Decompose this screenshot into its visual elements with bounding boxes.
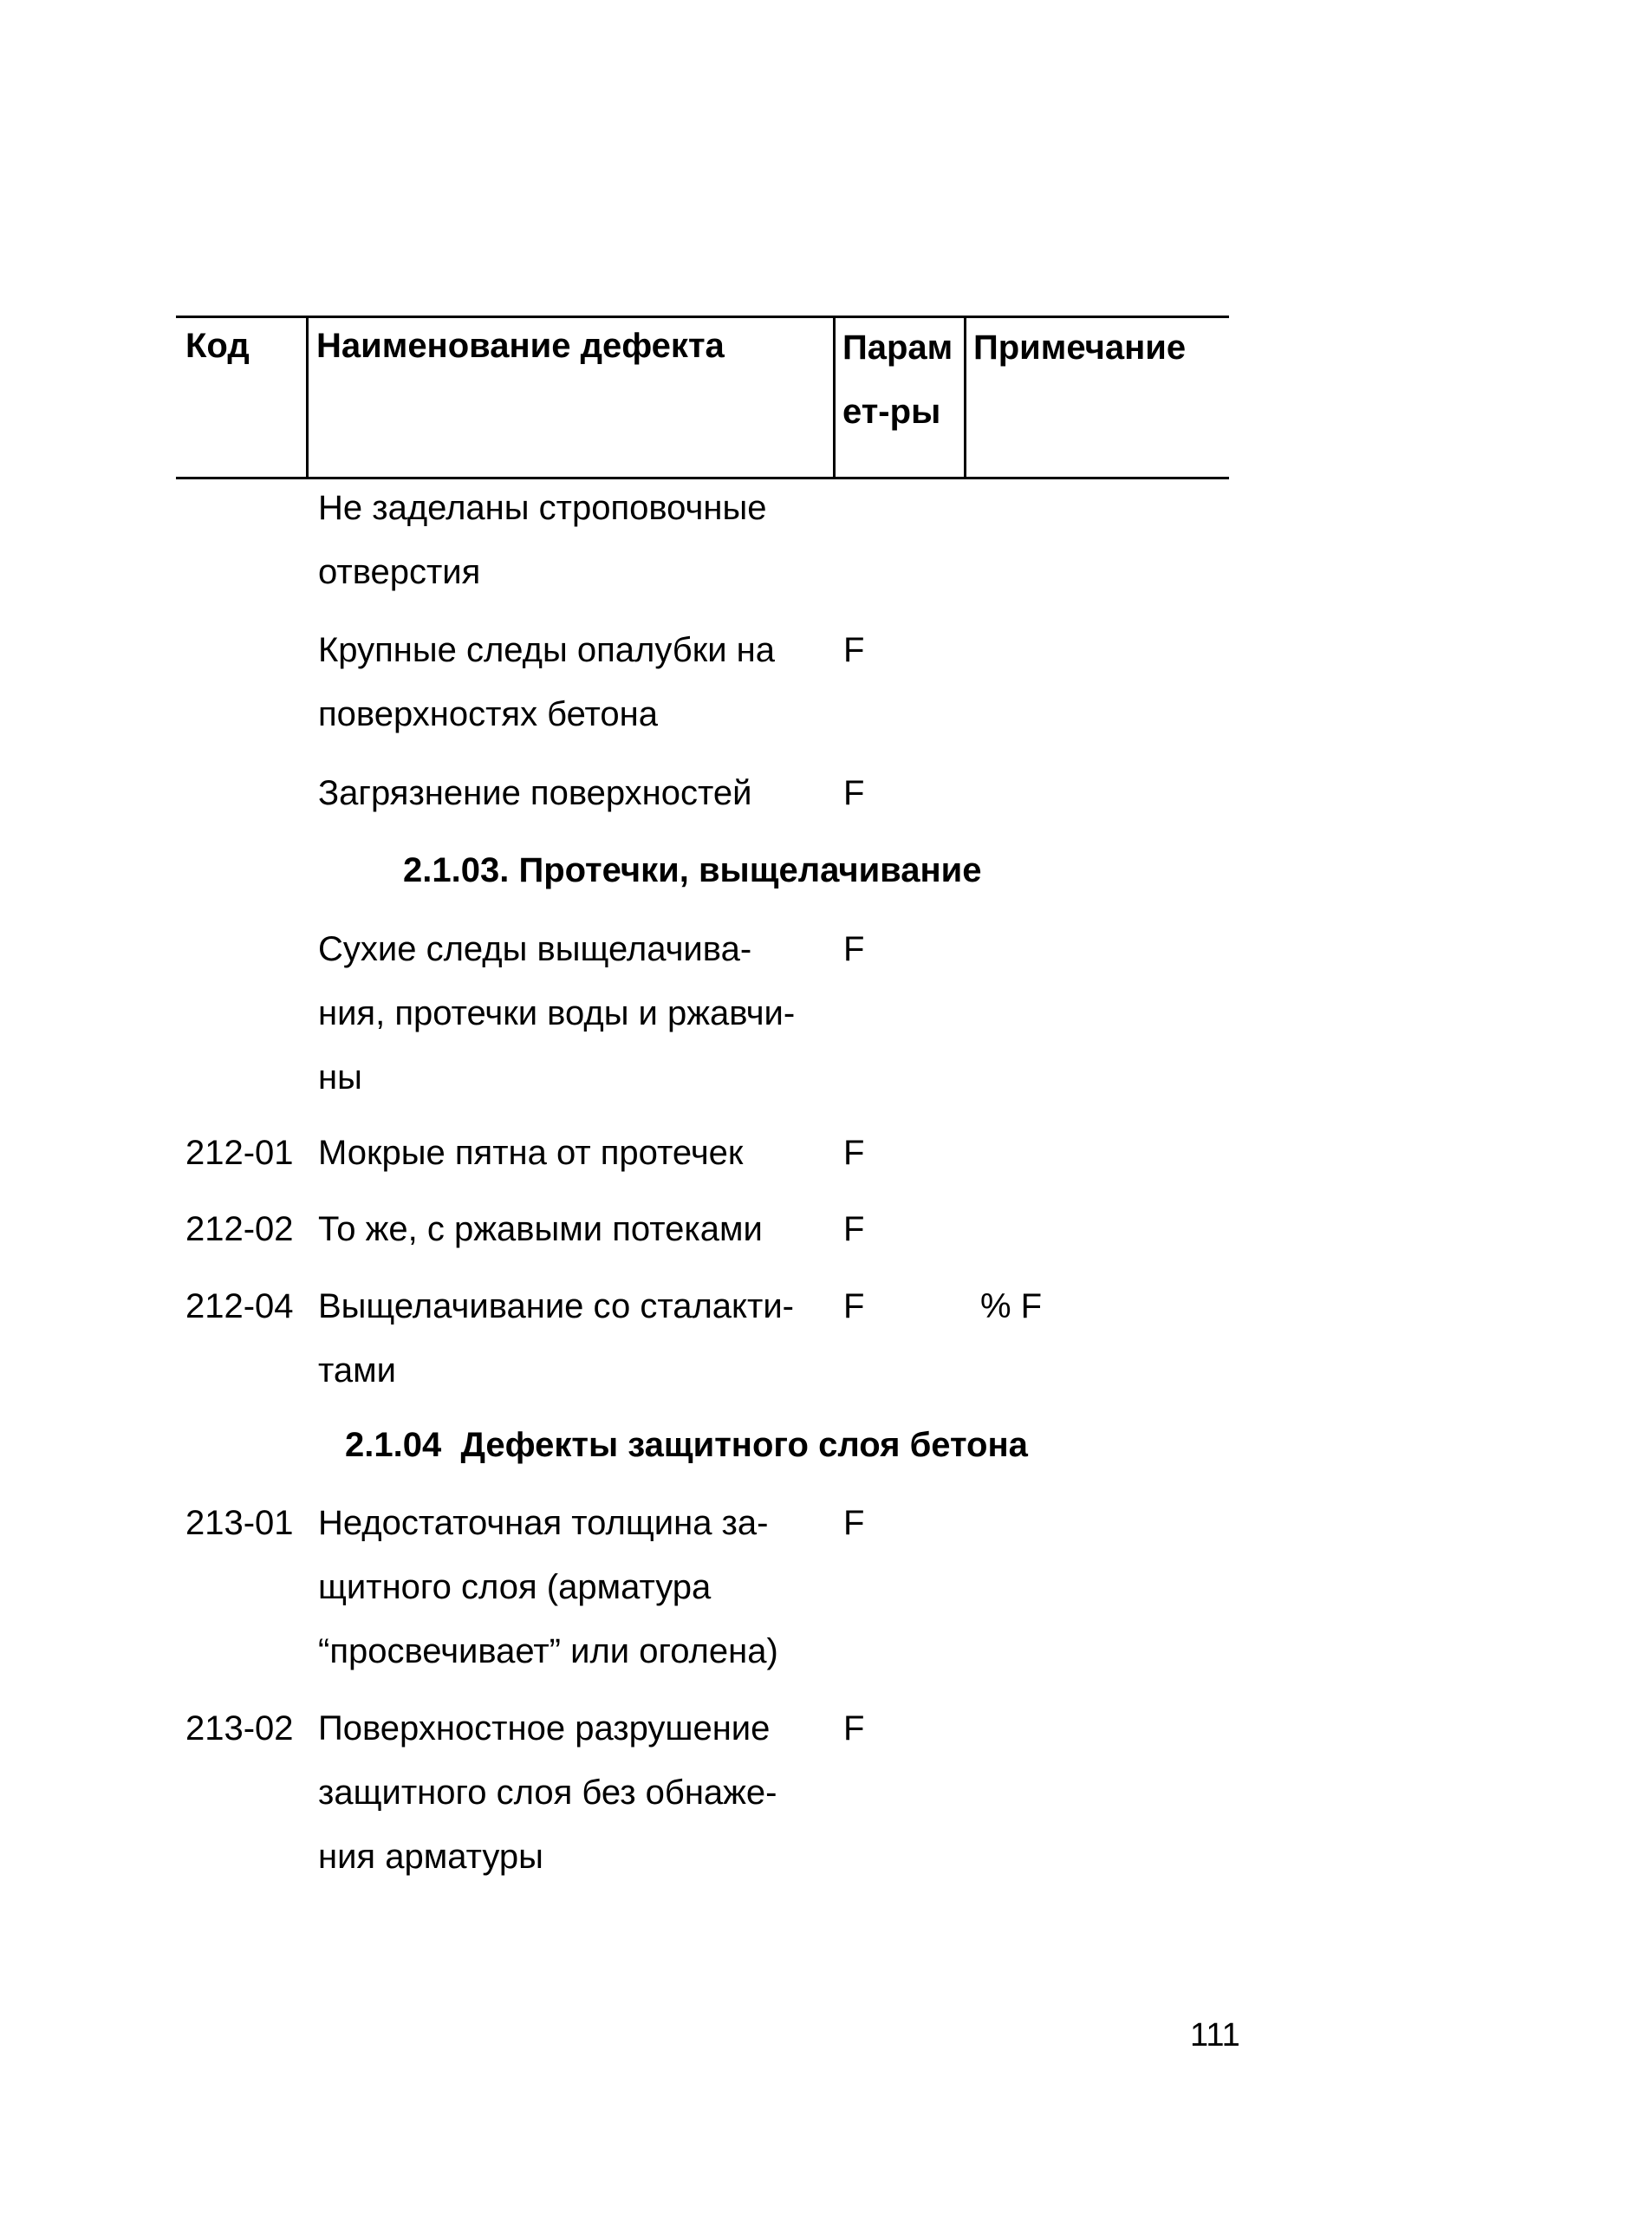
s1-row-3-name-line-1: То же, с ржавыми потеками: [318, 1210, 763, 1248]
section-title-2-1-04: 2.1.04 Дефекты защитного слоя бетона: [345, 1426, 1028, 1464]
header-name: Наименование дефекта: [316, 327, 725, 365]
header-note: Примечание: [973, 329, 1187, 367]
s1-row-1-params: F: [843, 930, 865, 968]
s2-row-1-params: F: [843, 1504, 865, 1542]
header-params-line2: ет-ры: [842, 393, 941, 431]
row-3-name-line-1: Загрязнение поверхностей: [318, 774, 752, 812]
s1-row-4-note: % F: [980, 1287, 1043, 1325]
s2-row-2-code: 213-02: [185, 1709, 294, 1748]
header-params-line1: Парам: [842, 329, 953, 367]
s2-row-2-name-line-3: ния арматуры: [318, 1838, 543, 1876]
s1-row-3-code: 212-02: [185, 1210, 294, 1248]
header-code: Код: [185, 327, 250, 365]
row-1-name-line-2: отверстия: [318, 553, 481, 591]
s2-row-1-code: 213-01: [185, 1504, 294, 1542]
page-number: 111: [1190, 2017, 1240, 2054]
s2-row-1-name-line-2: щитного слоя (арматура: [318, 1568, 712, 1606]
s1-row-2-name-line-1: Мокрые пятна от протечек: [318, 1134, 744, 1172]
s1-row-2-code: 212-01: [185, 1134, 294, 1172]
s1-row-4-name-line-2: тами: [318, 1351, 396, 1390]
s1-row-4-params: F: [843, 1287, 865, 1325]
header-separator-1: [306, 316, 309, 478]
s1-row-1-name-line-2: ния, протечки воды и ржавчи-: [318, 994, 796, 1032]
s2-row-2-params: F: [843, 1709, 865, 1748]
header-separator-3: [964, 316, 966, 478]
s2-row-1-name-line-1: Недостаточная толщина за-: [318, 1504, 769, 1542]
s1-row-1-name-line-1: Сухие следы выщелачива-: [318, 930, 752, 968]
row-3-params: F: [843, 774, 865, 812]
s2-row-2-name-line-1: Поверхностное разрушение: [318, 1709, 771, 1748]
s1-row-4-name-line-1: Выщелачивание со сталакти-: [318, 1287, 794, 1325]
s1-row-4-code: 212-04: [185, 1287, 294, 1325]
s1-row-3-params: F: [843, 1210, 865, 1248]
s2-row-1-name-line-3: “просвечивает” или оголена): [318, 1632, 778, 1670]
s1-row-2-params: F: [843, 1134, 865, 1172]
header-separator-2: [833, 316, 836, 478]
row-2-name-line-2: поверхностях бетона: [318, 695, 659, 733]
s1-row-1-name-line-3: ны: [318, 1058, 362, 1097]
row-2-params: F: [843, 631, 865, 669]
s2-row-2-name-line-2: защитного слоя без обнаже-: [318, 1774, 777, 1812]
row-1-name-line-1: Не заделаны строповочные: [318, 489, 767, 527]
section-title-2-1-03: 2.1.03. Протечки, выщелачивание: [403, 851, 982, 889]
row-2-name-line-1: Крупные следы опалубки на: [318, 631, 776, 669]
